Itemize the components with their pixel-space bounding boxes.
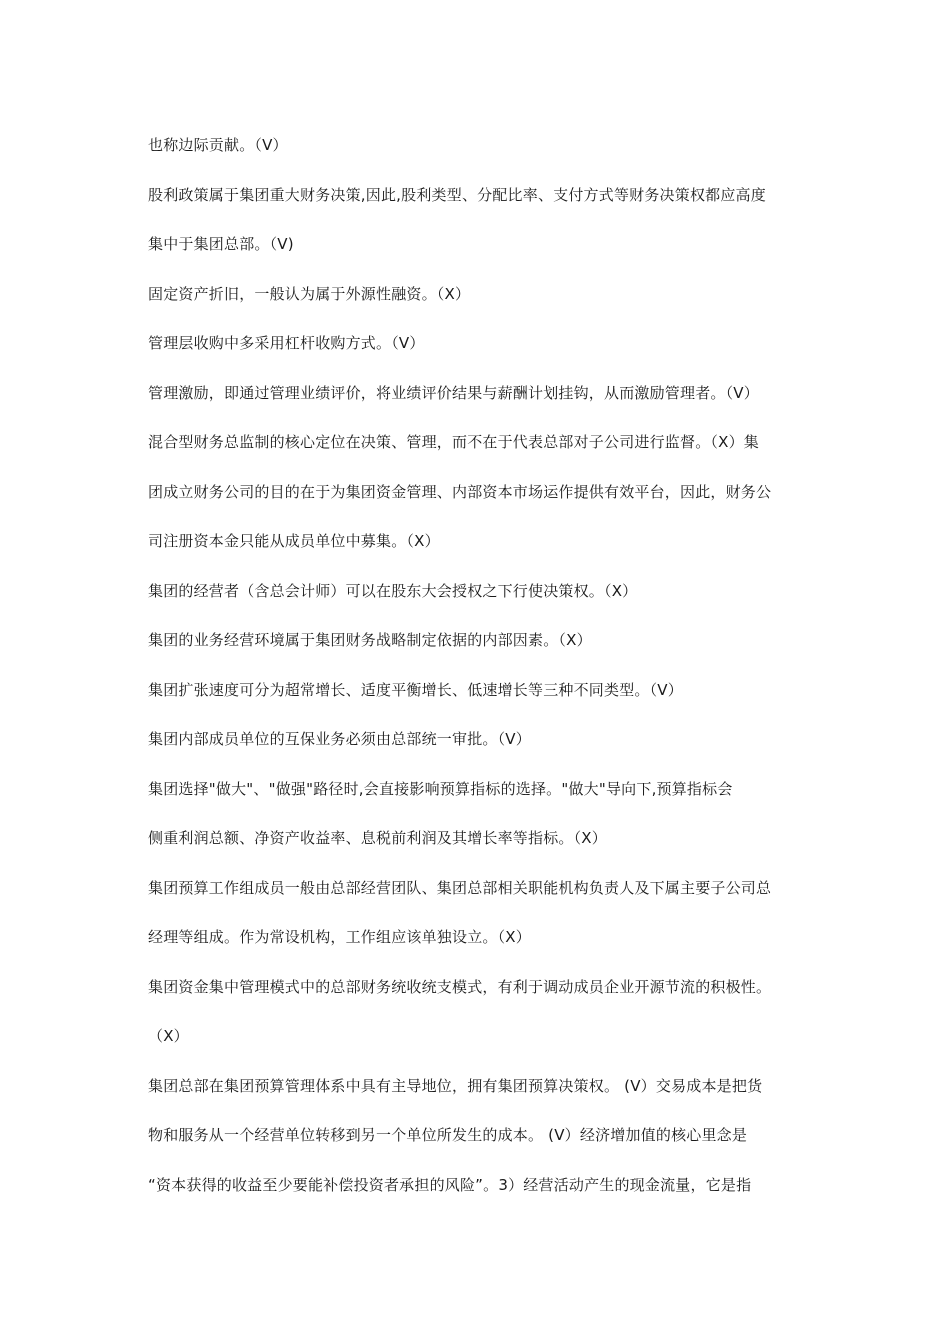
text-line: 也称边际贡献。（V） [148,136,288,154]
text-line: 集团预算工作组成员一般由总部经营团队、集团总部相关职能机构负责人及下属主要子公司总 [148,879,772,897]
text-line: 混合型财务总监制的核心定位在决策、管理，而不在于代表总部对子公司进行监督。（X）集 [148,433,759,451]
text-line: 经理等组成。作为常设机构，工作组应该单独设立。（X） [148,928,531,946]
text-line: （X） [148,1027,189,1045]
text-line: 集团扩张速度可分为超常增长、适度平衡增长、低速增长等三种不同类型。（V） [148,681,683,699]
text-line: 股利政策属于集团重大财务决策,因此,股利类型、分配比率、支付方式等财务决策权都应高度 [148,186,766,204]
text-line: 管理层收购中多采用杠杆收购方式。（V） [148,334,425,352]
text-line: 司注册资本金只能从成员单位中募集。（X） [148,532,440,550]
text-line: 集团内部成员单位的互保业务必须由总部统一审批。（V） [148,730,531,748]
text-line: 集团资金集中管理模式中的总部财务统收统支模式，有利于调动成员企业开源节流的积极性。 [148,978,772,996]
text-line: 侧重利润总额、净资产收益率、息税前利润及其增长率等指标。（X） [148,829,607,847]
text-line: 固定资产折旧，一般认为属于外源性融资。（X） [148,285,471,303]
text-line: 集团总部在集团预算管理体系中具有主导地位，拥有集团预算决策权。 (V）交易成本是把货 [148,1077,763,1095]
text-line: 物和服务从一个经营单位转移到另一个单位所发生的成本。 (V）经济增加值的核心里念是 [148,1126,748,1144]
text-line: 集团的经营者（含总会计师）可以在股东大会授权之下行使决策权。（X） [148,582,638,600]
text-line: 团成立财务公司的目的在于为集团资金管理、内部资本市场运作提供有效平台，因此，财务公 [148,483,772,501]
text-line: 集团的业务经营环境属于集团财务战略制定依据的内部因素。（X） [148,631,592,649]
text-line: 集中于集团总部。（V) [148,235,294,253]
text-line: 管理激励，即通过管理业绩评价，将业绩评价结果与薪酬计划挂钩，从而激励管理者。（V） [148,384,759,402]
text-line: 集团选择"做大"、"做强"路径时,会直接影响预算指标的选择。"做大"导向下,预算指标会 [148,780,733,798]
text-line: “资本获得的收益至少要能补偿投资者承担的风险”。3）经营活动产生的现金流量，它是指 [148,1176,752,1194]
